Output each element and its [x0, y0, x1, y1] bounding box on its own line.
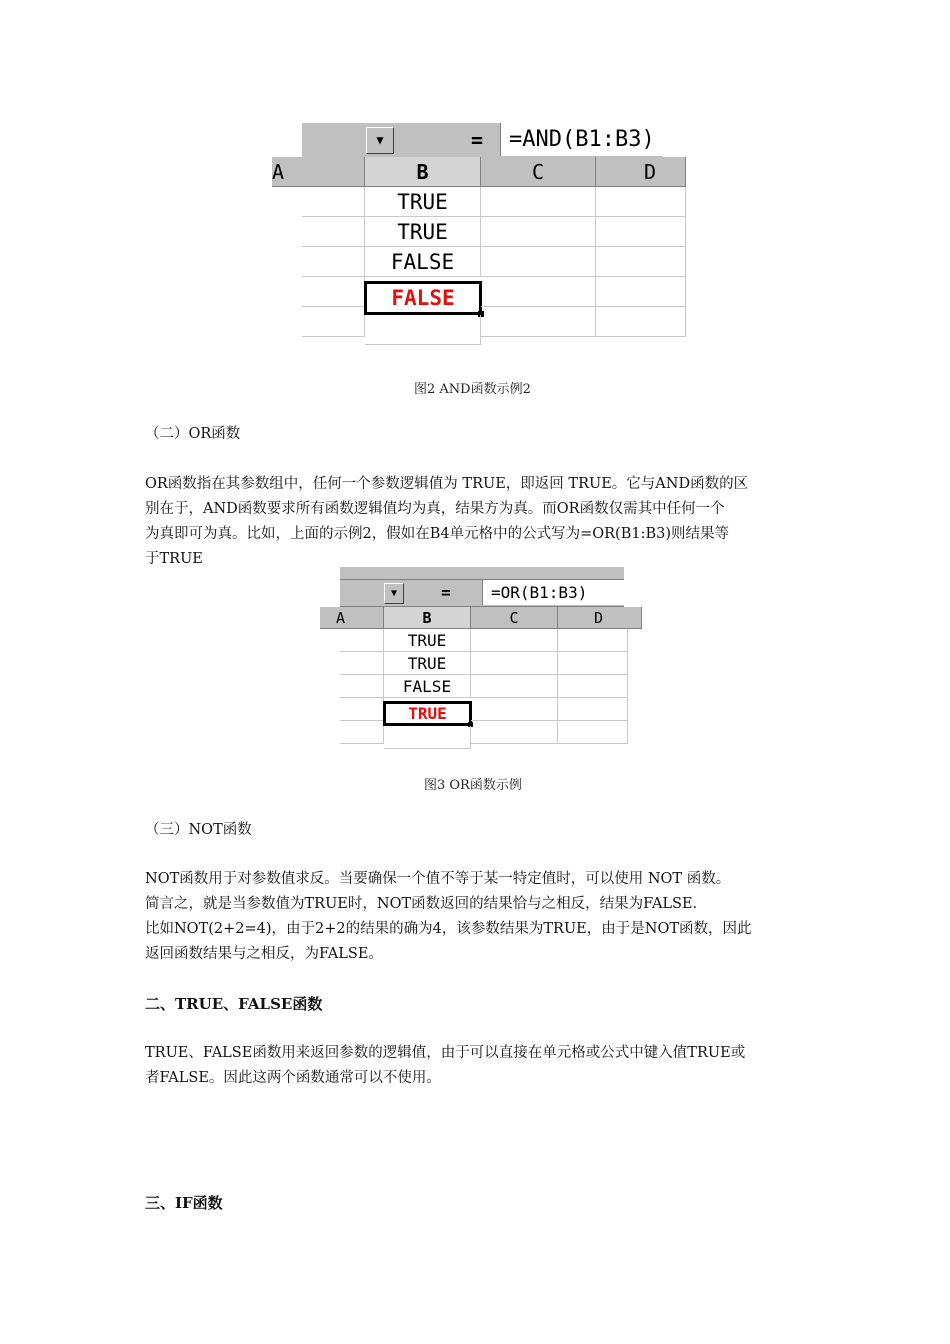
cell-b4-active[interactable]: FALSE — [364, 281, 482, 315]
cell-c5[interactable] — [471, 721, 558, 744]
cell-c1[interactable] — [471, 629, 558, 652]
cell-a1[interactable] — [302, 187, 365, 217]
cell-a1[interactable] — [340, 629, 384, 652]
cell-b1[interactable]: TRUE — [384, 629, 471, 652]
formula-input[interactable]: =AND(B1:B3) — [500, 123, 672, 156]
figure3-caption: 图3 OR函数示例 — [424, 778, 522, 793]
section-truefalse-heading: 二、TRUE、FALSE函数 — [145, 995, 323, 1013]
formula-equals-button[interactable]: = — [470, 128, 484, 152]
cell-d5[interactable] — [558, 721, 628, 744]
column-header-d[interactable]: D — [596, 157, 686, 187]
cell-a2[interactable] — [302, 217, 365, 247]
cell-b2[interactable]: TRUE — [365, 217, 481, 247]
section-or-line-1: OR函数指在其参数组中，任何一个参数逻辑值为 TRUE，即返回 TRUE。它与AND函数的区 — [145, 476, 749, 492]
cell-a2[interactable] — [340, 652, 384, 675]
cell-d1[interactable] — [558, 629, 628, 652]
section-not-line-2: 简言之，就是当参数值为TRUE时，NOT函数返回的结果恰与之相反，结果为FALSE. — [145, 896, 698, 912]
column-header-c[interactable]: C — [481, 157, 596, 187]
cell-d4[interactable] — [596, 277, 686, 307]
cell-b5[interactable] — [384, 726, 471, 749]
formula-input[interactable]: =OR(B1:B3) — [482, 580, 633, 605]
cell-d2[interactable] — [558, 652, 628, 675]
cell-b4-active[interactable]: TRUE — [383, 701, 472, 726]
column-header-c[interactable]: C — [471, 607, 558, 629]
cell-c2[interactable] — [481, 217, 596, 247]
cell-d2[interactable] — [596, 217, 686, 247]
section-truefalse-line-2: 者FALSE。因此这两个函数通常可以不使用。 — [145, 1070, 441, 1086]
cell-c4[interactable] — [471, 698, 558, 721]
cell-d3[interactable] — [558, 675, 628, 698]
name-box-dropdown[interactable]: ▼ — [384, 583, 404, 604]
figure3-spreadsheet — [336, 567, 624, 735]
column-header-a[interactable]: A — [320, 607, 384, 629]
section-if-heading: 三、IF函数 — [145, 1194, 223, 1212]
cell-c3[interactable] — [481, 247, 596, 277]
cell-a4[interactable] — [340, 698, 384, 721]
cell-b3[interactable]: FALSE — [365, 247, 481, 277]
cell-a4[interactable] — [302, 277, 365, 307]
formula-equals-button[interactable]: = — [441, 583, 451, 602]
cell-c4[interactable] — [481, 277, 596, 307]
cell-d1[interactable] — [596, 187, 686, 217]
cell-d5[interactable] — [596, 307, 686, 337]
section-or-line-2: 别在于，AND函数要求所有函数逻辑值均为真，结果方为真。而OR函数仅需其中任何一个 — [145, 501, 725, 517]
column-header-b[interactable]: B — [384, 607, 471, 629]
cell-c1[interactable] — [481, 187, 596, 217]
section-truefalse-line-1: TRUE、FALSE函数用来返回参数的逻辑值，由于可以直接在单元格或公式中键入值TRUE或 — [145, 1045, 746, 1061]
toolbar-strip — [340, 567, 624, 580]
section-not-line-1: NOT函数用于对参数值求反。当要确保一个值不等于某一特定值时，可以使用 NOT 函数。 — [145, 871, 731, 887]
cell-b5[interactable] — [365, 315, 481, 345]
cell-d4[interactable] — [558, 698, 628, 721]
cell-c2[interactable] — [471, 652, 558, 675]
cell-d3[interactable] — [596, 247, 686, 277]
cell-b1[interactable]: TRUE — [365, 187, 481, 217]
section-or-title: （二）OR函数 — [145, 426, 241, 442]
section-or-line-3: 为真即可为真。比如，上面的示例2，假如在B4单元格中的公式写为=OR(B1:B3)则结果等 — [145, 526, 730, 542]
name-box-dropdown[interactable]: ▼ — [366, 127, 394, 154]
column-header-a[interactable]: A — [272, 157, 365, 187]
section-not-title: （三）NOT函数 — [145, 822, 252, 838]
figure2-caption: 图2 AND函数示例2 — [414, 382, 531, 397]
section-not-line-4: 返回函数结果与之相反，为FALSE。 — [145, 946, 383, 962]
cell-a5[interactable] — [302, 307, 365, 337]
section-not-line-3: 比如NOT(2+2=4)，由于2+2的结果的确为4，该参数结果为TRUE，由于是NOT函数，因此 — [145, 921, 752, 937]
cell-a3[interactable] — [340, 675, 384, 698]
cell-c5[interactable] — [481, 307, 596, 337]
column-header-b[interactable]: B — [365, 157, 481, 187]
section-or-line-4: 于TRUE — [145, 551, 203, 567]
cell-c3[interactable] — [471, 675, 558, 698]
figure2-spreadsheet — [272, 123, 663, 329]
cell-b3[interactable]: FALSE — [384, 675, 471, 698]
column-header-d[interactable]: D — [558, 607, 642, 629]
cell-a5[interactable] — [340, 721, 384, 744]
cell-a3[interactable] — [302, 247, 365, 277]
cell-b2[interactable]: TRUE — [384, 652, 471, 675]
